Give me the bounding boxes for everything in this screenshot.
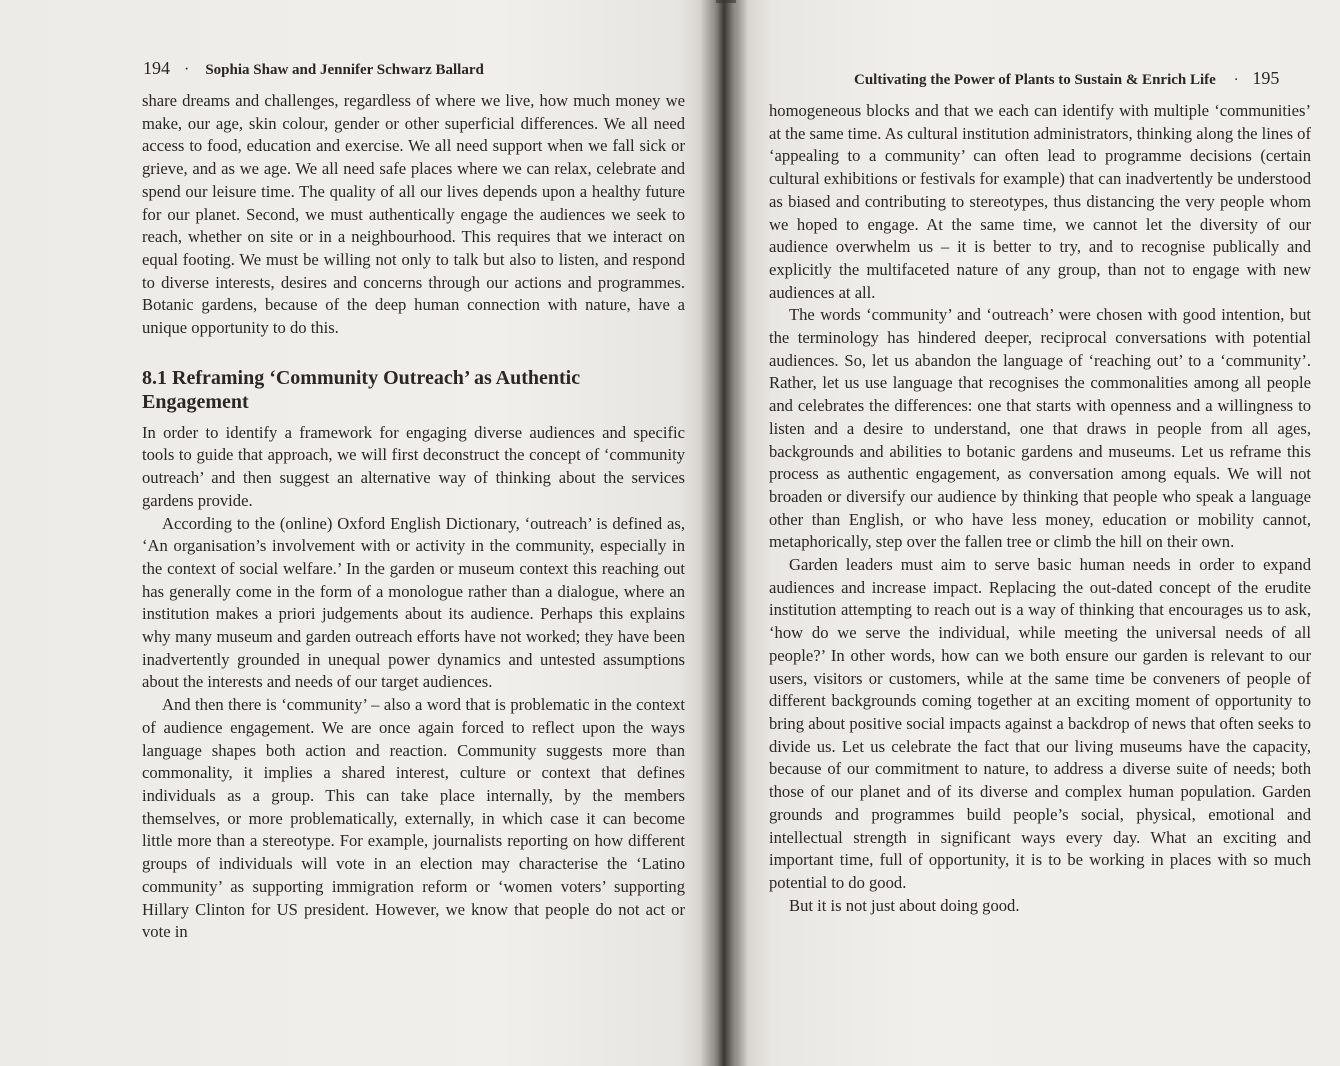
- right-running-head: [854, 68, 1279, 89]
- right-paragraph-4: But it is not just about doing good.: [789, 895, 1020, 915]
- left-head-authors: Sophia Shaw and Jennifer Schwarz Ballard: [205, 62, 484, 78]
- right-paragraph-1: homogeneous blocks and that we each can identify with multiple ‘communities’ at the same time. As cultural institution administrators, thinking along the lines of ‘appealing to a community’ can often lead to programme decisions (certain cultural exhibitions or festivals for example) that can inadvertently be understood as biased and contributing to stereotypes, thus distancing the very people whom we hoped to engage. At the same time, we cannot let the diversity of our audience overwhelm us – it is better to try, and to recognise publically and explicitly the multifaceted nature of any group, than not to engage with new audiences at all.: [769, 101, 1311, 302]
- left-paragraph-1: share dreams and challenges, regardless of where we live, how much money we make, our age, skin colour, gender or other superficial differences. We all need access to food, education and exercise. We all need support when we fall sick or grieve, and as we age. We all need safe places where we can relax, celebrate and spend our leisure time. The quality of all our lives depends upon a healthy future for our planet. Second, we must authentically engage the audiences we seek to reach, whether on site or in a neighbourhood. This requires that we interact on equal footing. We must be willing not only to talk but also to listen, and respond to diverse interests, desires and concerns through our actions and programmes. Botanic gardens, because of the deep human connection with nature, have a unique opportunity to do this.: [142, 91, 685, 338]
- right-paragraph-3: Garden leaders must aim to serve basic human needs in order to expand audiences and increase impact. Replacing the out-dated concept of the erudite institution attempting to reach out is a way of thinking that encourages us to ask, ‘how do we serve the individual, while meeting the universal needs of all people?’ In other words, how can we both ensure our garden is relevant to our users, visitors or customers, while at the same time be conveners of people of different backgrounds coming together at an exciting moment of opportunity to bring about positive social impacts against a backdrop of news that often seeks to divide us. Let us celebrate the fact that our living museums have the capacity, because of our commitment to nature, to address a diverse suite of needs; both those of our planet and of its diverse and complex human population. Garden grounds and programmes build people’s social, physical, emotional and intellectual strength in significant ways every day. What an exciting and important time, full of opportunity, it is to be working in places with so much potential to do good.: [769, 555, 1311, 892]
- book-gutter: [700, 0, 748, 1066]
- left-paragraph-2: In order to identify a framework for engaging diverse audiences and specific tools to guide that approach, we will first deconstruct the concept of ‘community outreach’ and then suggest an alternative way of thinking about the services gardens provide.: [142, 422, 685, 510]
- section-heading: 8.1 Reframing ‘Community Outreach’ as Authentic Engagement: [142, 366, 581, 413]
- left-paragraph-3: According to the (online) Oxford English Dictionary, ‘outreach’ is defined as, ‘An organisation’s involvement with or activity in the community, especially in the context of social welfare.’ In the garden or museum context this reaching out has generally come in the form of a monologue rather than a dialogue, where an institution makes a priori judgements about its audience. Perhaps this explains why many museum and garden outreach efforts have not worked; they have been inadvertently grounded in unequal power dynamics and untested assumptions about the interests and needs of our target audiences.: [142, 513, 685, 692]
- right-paragraph-2: The words ‘community’ and ‘outreach’ were chosen with good intention, but the terminology has hindered deeper, reciprocal conversations with potential audiences. So, let us abandon the language of ‘reaching out’ to a ‘community’. Rather, let us use language that recognises the commonalities among all people and celebrates the differences: one that starts with openness and a willingness to listen and a desire to understand, one that draws in people from all ages, backgrounds and abilities to botanic gardens and museums. Let us reframe this process as authentic engagement, as conversation among equals. We will not broaden or diversify our audience by thinking that people who speak a language other than English, or who have less money, education or mobility cannot, metaphorically, step over the fallen tree or climb the hill on their own.: [769, 305, 1311, 552]
- right-head-separator: ·: [1233, 72, 1239, 88]
- left-paragraph-4: And then there is ‘community’ – also a word that is problematic in the context of audience engagement. We are once again forced to reflect upon the ways language shapes both action and reaction. Community suggests more than commonality, it implies a shared interest, culture or context that defines individuals as a group. This can take place internally, by the members themselves, or more problematically, externally, in which case it can become little more than a stereotype. For example, journalists reporting on how different groups of individuals will vote in an election may characterise the ‘Latino community’ as supporting immigration reform or ‘women voters’ supporting Hillary Clinton for US president. However, we know that people do not act or vote in: [142, 695, 685, 942]
- left-running-head: [143, 58, 484, 79]
- left-page-number: 194: [143, 58, 170, 78]
- right-head-title: Cultivating the Power of Plants to Sustain & Enrich Life: [854, 72, 1216, 88]
- left-head-separator: ·: [184, 61, 190, 78]
- left-text-column: [142, 90, 685, 944]
- right-text-column: [769, 100, 1311, 917]
- right-page-number: 195: [1252, 68, 1280, 88]
